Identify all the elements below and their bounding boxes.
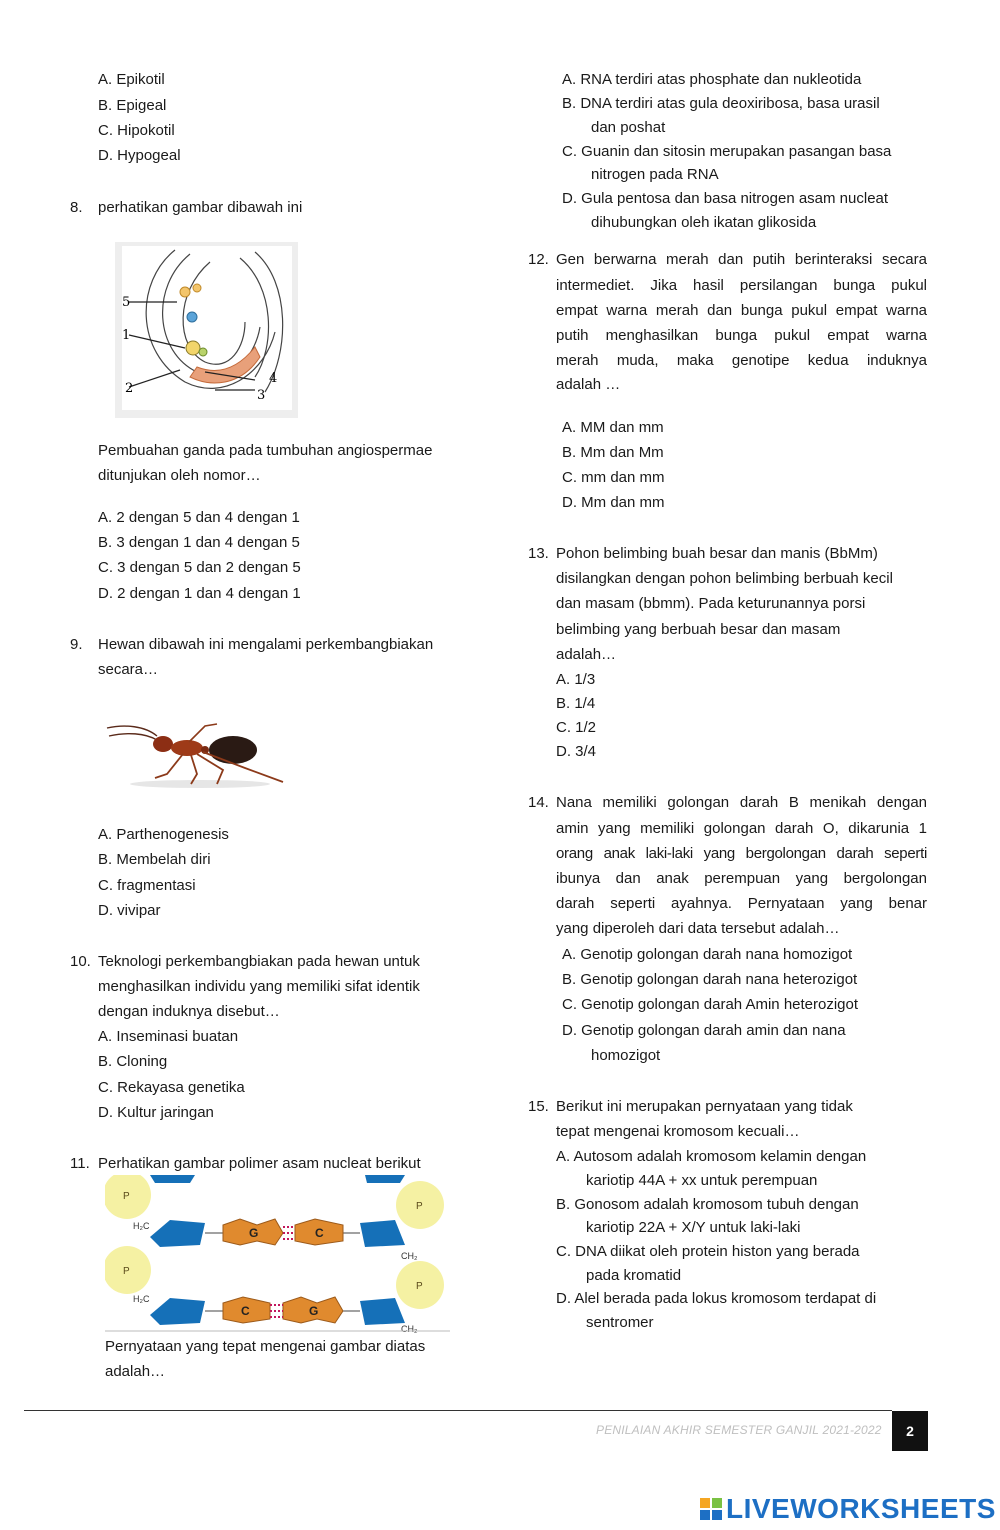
q7-option-b[interactable]: B. Epigeal bbox=[98, 97, 167, 114]
q10-stem-line1: Teknologi perkembangbiakan pada hewan untuk bbox=[98, 953, 420, 970]
q14-stem-line2: amin yang memiliki golongan darah O, dikarunia 1 bbox=[556, 820, 927, 837]
q11-question-line1: Pernyataan yang tepat mengenai gambar diatas bbox=[105, 1338, 426, 1355]
q13-stem-line3: dan masam (bbmm). Pada keturunannya porsi bbox=[556, 595, 866, 612]
q11-option-c[interactable]: C. Guanin dan sitosin merupakan pasangan basa bbox=[562, 143, 892, 160]
q8-option-a[interactable]: A. 2 dengan 5 dan 4 dengan 1 bbox=[98, 509, 300, 526]
q12-stem-line4: putih menghasilkan bunga pukul empat warna bbox=[556, 327, 927, 344]
q9-stem-line1: Hewan dibawah ini mengalami perkembangbiakan bbox=[98, 636, 434, 653]
q8-question-line2: ditunjukan oleh nomor… bbox=[98, 467, 261, 484]
q8-label-1: 1 bbox=[122, 328, 131, 343]
base-label-c1: C bbox=[315, 1226, 324, 1240]
q13-option-c[interactable]: C. 1/2 bbox=[556, 719, 597, 736]
q11-option-c-cont: nitrogen pada RNA bbox=[591, 166, 719, 183]
q9-stem-line2: secara… bbox=[98, 661, 159, 678]
q13-stem-line4: belimbing yang berbuah besar dan masam bbox=[556, 621, 841, 638]
q13-number: 13. bbox=[528, 545, 549, 562]
q8-label-2: 2 bbox=[125, 381, 134, 396]
nucleic-acid-figure bbox=[105, 1175, 450, 1333]
q12-option-a[interactable]: A. MM dan mm bbox=[562, 419, 664, 436]
q11-option-b[interactable]: B. DNA terdiri atas gula deoxiribosa, basa urasil bbox=[562, 95, 880, 112]
q8-ovule-figure bbox=[115, 242, 298, 418]
q10-option-d[interactable]: D. Kultur jaringan bbox=[98, 1104, 214, 1121]
q11-option-d-cont: dihubungkan oleh ikatan glikosida bbox=[591, 214, 817, 231]
q11-option-a[interactable]: A. RNA terdiri atas phosphate dan nukleotida bbox=[562, 71, 862, 88]
phosphate-label-2: P bbox=[416, 1201, 423, 1212]
base-label-g1: G bbox=[249, 1226, 259, 1240]
q14-stem-line5: darah seperti ayahnya. Pernyataan yang benar bbox=[556, 895, 927, 912]
h2c-label-1: H₂C bbox=[133, 1221, 150, 1231]
q11-stem: Perhatikan gambar polimer asam nucleat berikut bbox=[98, 1155, 421, 1172]
q13-stem-line1: Pohon belimbing buah besar dan manis (BbMm) bbox=[556, 545, 878, 562]
q11-option-b-cont: dan poshat bbox=[591, 119, 666, 136]
phosphate-label-4: P bbox=[416, 1281, 423, 1292]
q12-stem-line2: intermediet. Jika hasil persilangan bunga pukul bbox=[556, 277, 927, 294]
q12-option-c[interactable]: C. mm dan mm bbox=[562, 469, 665, 486]
q15-stem-line1: Berikut ini merupakan pernyataan yang tidak bbox=[556, 1098, 853, 1115]
q14-stem-line3: orang anak laki-laki yang bergolongan darah seperti bbox=[556, 845, 927, 862]
q8-option-c[interactable]: C. 3 dengan 5 dan 2 dengan 5 bbox=[98, 559, 301, 576]
q14-number: 14. bbox=[528, 794, 549, 811]
q14-stem-line1: Nana memiliki golongan darah B menikah dengan bbox=[556, 794, 927, 811]
q12-option-d[interactable]: D. Mm dan mm bbox=[562, 494, 665, 511]
q14-option-c[interactable]: C. Genotip golongan darah Amin heterozigot bbox=[562, 996, 859, 1013]
q8-question-line1: Pembuahan ganda pada tumbuhan angiospermae bbox=[98, 442, 433, 459]
q15-stem-line2: tepat mengenai kromosom kecuali… bbox=[556, 1123, 800, 1140]
q9-option-a[interactable]: A. Parthenogenesis bbox=[98, 826, 229, 843]
phosphate-label-1: P bbox=[123, 1191, 130, 1202]
q8-option-d[interactable]: D. 2 dengan 1 dan 4 dengan 1 bbox=[98, 585, 301, 602]
q13-stem-line5: adalah… bbox=[556, 646, 617, 663]
ch2-label-1: CH₂ bbox=[401, 1251, 418, 1261]
q14-option-d-cont: homozigot bbox=[591, 1047, 661, 1064]
ant-image bbox=[105, 718, 285, 790]
q11-number: 11. bbox=[70, 1155, 90, 1172]
q8-option-b[interactable]: B. 3 dengan 1 dan 4 dengan 5 bbox=[98, 534, 300, 551]
q10-number: 10. bbox=[70, 953, 91, 970]
footer-exam-title: PENILAIAN AKHIR SEMESTER GANJIL 2021-2022 bbox=[596, 1423, 882, 1437]
liveworksheets-logo[interactable] bbox=[700, 1493, 996, 1525]
page-number: 2 bbox=[892, 1411, 928, 1451]
q14-option-b[interactable]: B. Genotip golongan darah nana heterozigot bbox=[562, 971, 858, 988]
q15-option-d-cont: sentromer bbox=[586, 1314, 654, 1331]
q15-option-c-cont: pada kromatid bbox=[586, 1267, 682, 1284]
q15-option-b-cont: kariotip 22A + X/Y untuk laki-laki bbox=[586, 1219, 801, 1236]
q9-option-c[interactable]: C. fragmentasi bbox=[98, 877, 196, 894]
q13-stem-line2: disilangkan dengan pohon belimbing berbuah kecil bbox=[556, 570, 893, 587]
q8-label-4: 4 bbox=[269, 371, 278, 386]
q10-option-c[interactable]: C. Rekayasa genetika bbox=[98, 1079, 245, 1096]
q8-label-5: 5 bbox=[122, 295, 131, 310]
base-label-g2: G bbox=[309, 1304, 319, 1318]
q14-option-d[interactable]: D. Genotip golongan darah amin dan nana bbox=[562, 1022, 846, 1039]
q8-number: 8. bbox=[70, 199, 83, 216]
q12-option-b[interactable]: B. Mm dan Mm bbox=[562, 444, 664, 461]
q10-stem-line2: menghasilkan individu yang memiliki sifat identik bbox=[98, 978, 420, 995]
q15-option-a[interactable]: A. Autosom adalah kromosom kelamin dengan bbox=[556, 1148, 867, 1165]
q14-stem-line6: yang diperoleh dari data tersebut adalah… bbox=[556, 920, 840, 937]
footer-divider bbox=[24, 1410, 892, 1411]
q9-option-d[interactable]: D. vivipar bbox=[98, 902, 161, 919]
base-label-c2: C bbox=[241, 1304, 250, 1318]
q14-option-a[interactable]: A. Genotip golongan darah nana homozigot bbox=[562, 946, 853, 963]
h2c-label-2: H₂C bbox=[133, 1294, 150, 1304]
q15-option-b[interactable]: B. Gonosom adalah kromosom tubuh dengan bbox=[556, 1196, 859, 1213]
q8-label-3: 3 bbox=[257, 388, 266, 403]
q12-stem-line6: adalah … bbox=[556, 376, 621, 393]
q10-option-b[interactable]: B. Cloning bbox=[98, 1053, 168, 1070]
q15-number: 15. bbox=[528, 1098, 549, 1115]
q14-stem-line4: ibunya dan anak perempuan yang bergolongan bbox=[556, 870, 927, 887]
liveworksheets-logo-icon bbox=[700, 1498, 722, 1520]
q8-stem: perhatikan gambar dibawah ini bbox=[98, 199, 303, 216]
q15-option-c[interactable]: C. DNA diikat oleh protein histon yang berada bbox=[556, 1243, 860, 1260]
q13-option-a[interactable]: A. 1/3 bbox=[556, 671, 596, 688]
phosphate-label-3: P bbox=[123, 1266, 130, 1277]
q7-option-a[interactable]: A. Epikotil bbox=[98, 71, 165, 88]
q9-option-b[interactable]: B. Membelah diri bbox=[98, 851, 211, 868]
q11-question-line2: adalah… bbox=[105, 1363, 166, 1380]
liveworksheets-logo-text: LIVEWORKSHEETS bbox=[726, 1493, 996, 1524]
q13-option-d[interactable]: D. 3/4 bbox=[556, 743, 597, 760]
q10-option-a[interactable]: A. Inseminasi buatan bbox=[98, 1028, 239, 1045]
q12-stem-line5: merah muda, maka genotipe kedua induknya bbox=[556, 352, 927, 369]
q7-option-d[interactable]: D. Hypogeal bbox=[98, 147, 181, 164]
q10-stem-line3: dengan induknya disebut… bbox=[98, 1003, 280, 1020]
q12-stem-line3: empat warna merah dan bunga pukul empat warna bbox=[556, 302, 927, 319]
q7-option-c[interactable]: C. Hipokotil bbox=[98, 122, 175, 139]
q13-option-b[interactable]: B. 1/4 bbox=[556, 695, 596, 712]
q12-number: 12. bbox=[528, 251, 549, 268]
q15-option-a-cont: kariotip 44A + xx untuk perempuan bbox=[586, 1172, 818, 1189]
ch2-label-2: CH₂ bbox=[401, 1324, 418, 1333]
q9-number: 9. bbox=[70, 636, 83, 653]
q12-stem-line1: Gen berwarna merah dan putih berinteraksi secara bbox=[556, 251, 927, 268]
q15-option-d[interactable]: D. Alel berada pada lokus kromosom terdapat di bbox=[556, 1290, 877, 1307]
q11-option-d[interactable]: D. Gula pentosa dan basa nitrogen asam nucleat bbox=[562, 190, 889, 207]
